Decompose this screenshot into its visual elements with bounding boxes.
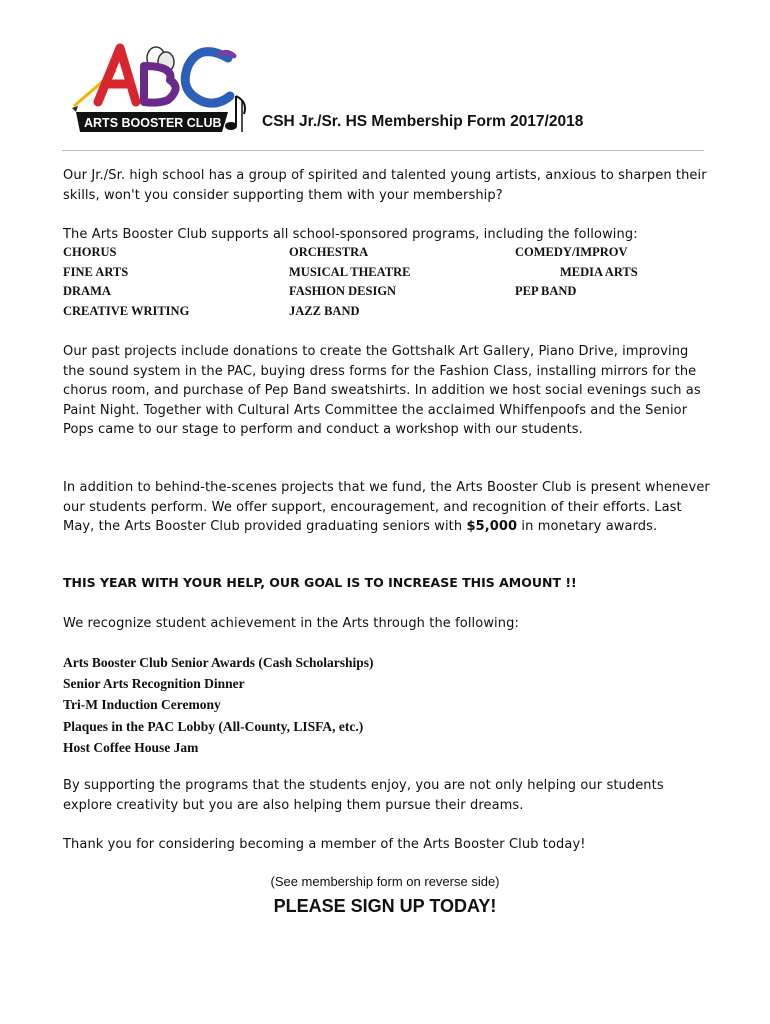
programs-row bbox=[63, 304, 713, 324]
programs-row bbox=[63, 284, 713, 304]
recognize-intro: We recognize student achievement in the Arts through the following: bbox=[63, 616, 519, 631]
program-chorus: CHORUS bbox=[63, 245, 117, 259]
list-item: Host Coffee House Jam bbox=[63, 739, 199, 755]
thanks-paragraph: Thank you for considering becoming a member of the Arts Booster Club today! bbox=[63, 837, 586, 852]
intro-paragraph: Our Jr./Sr. high school has a group of spirited and talented young artists, anxious to sharpen their skills, won't you consider supporting them with your membership? bbox=[63, 168, 707, 203]
awards-list bbox=[63, 652, 374, 758]
list-item: Plaques in the PAC Lobby (All-County, LISFA, etc.) bbox=[63, 718, 364, 734]
program-jazz-band: JAZZ BAND bbox=[289, 304, 360, 319]
logo-banner-text: ARTS BOOSTER CLUB bbox=[84, 116, 222, 130]
program-drama: DRAMA bbox=[63, 284, 111, 299]
supports-intro: The Arts Booster Club supports all school-sponsored programs, including the following: bbox=[63, 227, 638, 242]
form-title: CSH Jr./Sr. HS Membership Form 2017/2018 bbox=[262, 113, 584, 130]
program-comedy-improv: COMEDY/IMPROV bbox=[515, 245, 628, 259]
program-pep-band: PEP BAND bbox=[515, 284, 577, 299]
goal-statement: THIS YEAR WITH YOUR HELP, OUR GOAL IS TO INCREASE THIS AMOUNT !! bbox=[63, 575, 577, 590]
program-fine-arts: FINE ARTS bbox=[63, 264, 129, 279]
program-orchestra: ORCHESTRA bbox=[289, 245, 369, 259]
list-item: Arts Booster Club Senior Awards (Cash Scholarships) bbox=[63, 655, 374, 670]
programs-row bbox=[63, 265, 713, 285]
programs-list bbox=[63, 245, 713, 324]
list-item: Tri-M Induction Ceremony bbox=[63, 697, 221, 713]
award-amount: $5,000 bbox=[466, 519, 518, 534]
behind-scenes-text-end: in monetary awards. bbox=[517, 519, 658, 534]
supporting-paragraph: By supporting the programs that the students enjoy, you are not only helping our students explore creativity but you are also helping them pursue their dreams. bbox=[63, 778, 664, 813]
behind-scenes-text: In addition to behind-the-scenes projects that we fund, the Arts Booster Club is present whenever our students perform. We offer support, encouragement, and recognition of their efforts. Last May, the Arts Booster Club provided graduating seniors with bbox=[63, 480, 710, 534]
arts-booster-club-logo bbox=[70, 36, 260, 136]
sign-up-call-to-action: PLEASE SIGN UP TODAY! bbox=[273, 896, 497, 916]
past-projects-paragraph: Our past projects include donations to create the Gottshalk Art Gallery, Piano Drive, improving the sound system in the PAC, buying dress forms for the Fashion Class, installing mirrors for the chorus room, and purchase of Pep Band sweatshirts. In addition we host social evenings such as Paint Night. Together with Cultural Arts Committee the acclaimed Whiffenpoofs and the Senior Pops came to our stage to perform and conduct a workshop with our students. bbox=[63, 344, 701, 437]
programs-row bbox=[63, 245, 713, 265]
list-item: Senior Arts Recognition Dinner bbox=[63, 676, 245, 692]
reverse-side-note: (See membership form on reverse side) bbox=[270, 874, 500, 889]
behind-scenes-paragraph bbox=[63, 478, 713, 537]
program-fashion-design: FASHION DESIGN bbox=[289, 284, 397, 299]
program-musical-theatre: MUSICAL THEATRE bbox=[289, 264, 411, 279]
header-divider bbox=[62, 150, 704, 151]
program-media-arts: MEDIA ARTS bbox=[560, 264, 638, 279]
program-creative-writing: CREATIVE WRITING bbox=[63, 304, 190, 319]
